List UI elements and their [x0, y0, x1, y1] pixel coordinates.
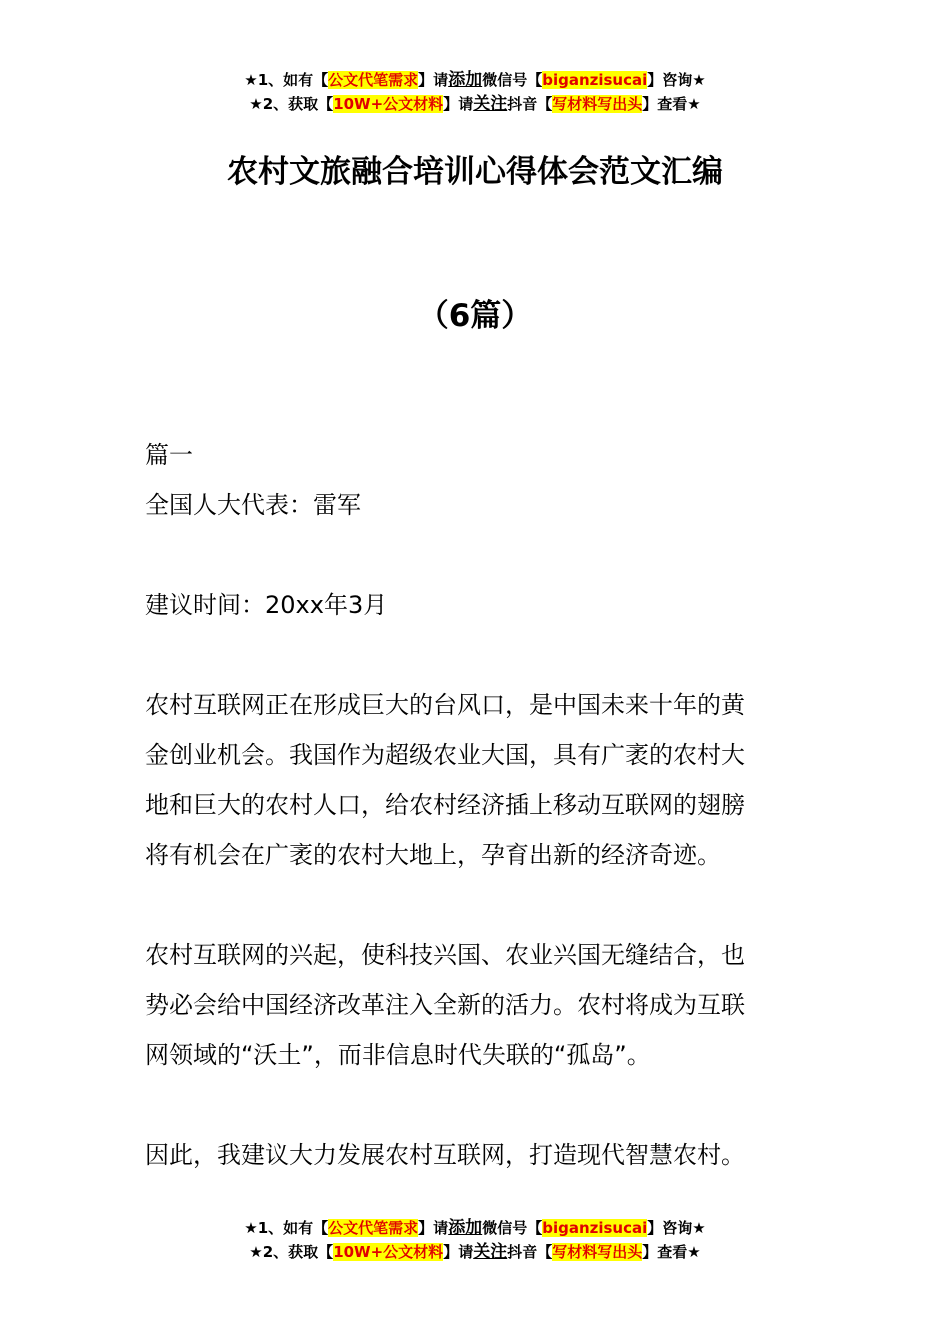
paragraph-line: 网领域的“沃土”，而非信息时代失联的“孤岛”。	[145, 1041, 651, 1069]
douyin-account-highlight: 写材料写出头	[552, 95, 643, 113]
document-body	[145, 430, 810, 1180]
paragraph-spacer	[145, 530, 810, 580]
paragraph-line: 农村互联网的兴起，使科技兴国、农业兴国无缝结合，也	[145, 941, 745, 969]
footer-banner	[0, 1216, 950, 1264]
paragraph-spacer	[145, 1080, 810, 1130]
paragraph-spacer	[145, 880, 810, 930]
paragraph-1	[145, 680, 810, 880]
materials-highlight: 10W+公文材料	[333, 1243, 444, 1261]
follow-keyword: 关注	[473, 94, 508, 114]
paragraph-line: 将有机会在广袤的农村大地上，孕育出新的经济奇迹。	[145, 841, 721, 869]
paragraph-line: 金创业机会。我国作为超级农业大国，具有广袤的农村大	[145, 741, 745, 769]
document-title: 农村文旅融合培训心得体会范文汇编	[227, 154, 723, 190]
follow-keyword: 关注	[473, 1242, 508, 1262]
wechat-id-highlight: biganzisucai	[542, 71, 648, 89]
paragraph-3: 因此，我建议大力发展农村互联网，打造现代智慧农村。	[145, 1141, 745, 1169]
paragraph-line: 势必会给中国经济改革注入全新的活力。农村将成为互联	[145, 991, 745, 1019]
header-banner	[0, 68, 950, 116]
paragraph-line: 地和巨大的农村人口，给农村经济插上移动互联网的翅膀	[145, 791, 745, 819]
paragraph-2	[145, 930, 810, 1080]
paragraph-line: 农村互联网正在形成巨大的台风口，是中国未来十年的黄	[145, 691, 745, 719]
douyin-account-highlight: 写材料写出头	[552, 1243, 643, 1261]
wechat-id-highlight: biganzisucai	[542, 1219, 648, 1237]
document-subtitle: （6篇）	[417, 298, 533, 334]
add-keyword: 添加	[448, 1218, 483, 1238]
banner-line-1: ★1、如有【公文代笔需求】请添加微信号【biganzisucai】咨询★	[244, 1218, 706, 1238]
materials-highlight: 10W+公文材料	[333, 95, 444, 113]
banner-line-2: ★2、获取【10W+公文材料】请关注抖音【写材料写出头】查看★	[249, 1242, 701, 1262]
author-line: 全国人大代表：雷军	[145, 491, 361, 519]
section-label: 篇一	[145, 441, 193, 469]
service-highlight: 公文代笔需求	[328, 71, 419, 89]
banner-line-2: ★2、获取【10W+公文材料】请关注抖音【写材料写出头】查看★	[249, 94, 701, 114]
banner-line-1: ★1、如有【公文代笔需求】请添加微信号【biganzisucai】咨询★	[244, 70, 706, 90]
date-line: 建议时间：20xx年3月	[145, 591, 388, 619]
service-highlight: 公文代笔需求	[328, 1219, 419, 1237]
paragraph-spacer	[145, 630, 810, 680]
add-keyword: 添加	[448, 70, 483, 90]
